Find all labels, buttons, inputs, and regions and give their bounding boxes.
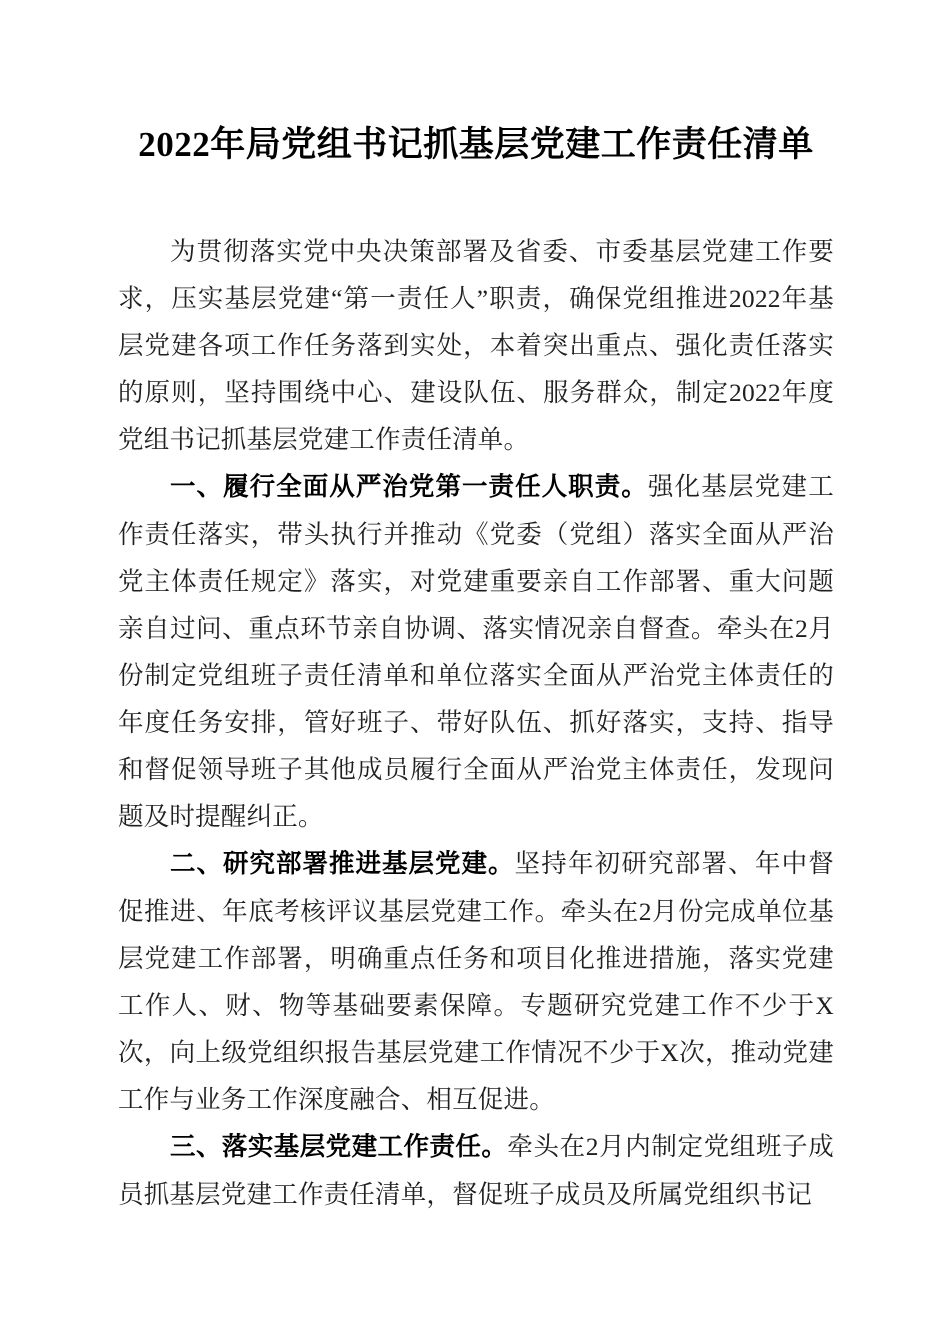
paragraph-section-3 <box>118 1123 834 1218</box>
section-heading-1: 一、履行全面从严治党第一责任人职责。 <box>170 473 648 501</box>
paragraph-text: 牵头在2月内制定党组班子成员抓基层党建工作责任清单，督促班子成员及所属党组织书记 <box>118 1132 834 1209</box>
page-title: 2022年局党组书记抓基层党建工作责任清单 <box>138 125 814 164</box>
document-body <box>118 228 834 1218</box>
section-heading-2: 二、研究部署推进基层党建。 <box>170 850 515 878</box>
section-heading-3: 三、落实基层党建工作责任。 <box>170 1133 508 1161</box>
paragraph-section-1 <box>118 463 834 840</box>
paragraph-text: 强化基层党建工作责任落实，带头执行并推动《党委（党组）落实全面从严治党主体责任规定》落实，对党建重要亲自工作部署、重大问题亲自过问、重点环节亲自协调、落实情况亲自督查。牵头在2月份制定党组班子责任清单和单位落实全面从严治党主体责任的年度任务安排，管好班子、带好队伍、抓好落实，支持、指导和督促领导班子其他成员履行全面从严治党主体责任，发现问题及时提醒纠正。 <box>118 472 834 831</box>
paragraph-text: 坚持年初研究部署、年中督促推进、年底考核评议基层党建工作。牵头在2月份完成单位基层党建工作部署，明确重点任务和项目化推进措施，落实党建工作人、财、物等基础要素保障。专题研究党建工作不少于X次，向上级党组织报告基层党建工作情况不少于X次，推动党建工作与业务工作深度融合、相互促进。 <box>118 849 834 1114</box>
paragraph-section-2 <box>118 840 834 1123</box>
paragraph-text: 为贯彻落实党中央决策部署及省委、市委基层党建工作要求，压实基层党建“第一责任人”职责，确保党组推进2022年基层党建各项工作任务落到实处，本着突出重点、强化责任落实的原则，坚持围绕中心、建设队伍、服务群众，制定2022年度党组书记抓基层党建工作责任清单。 <box>118 237 834 454</box>
paragraph-preamble <box>118 228 834 463</box>
